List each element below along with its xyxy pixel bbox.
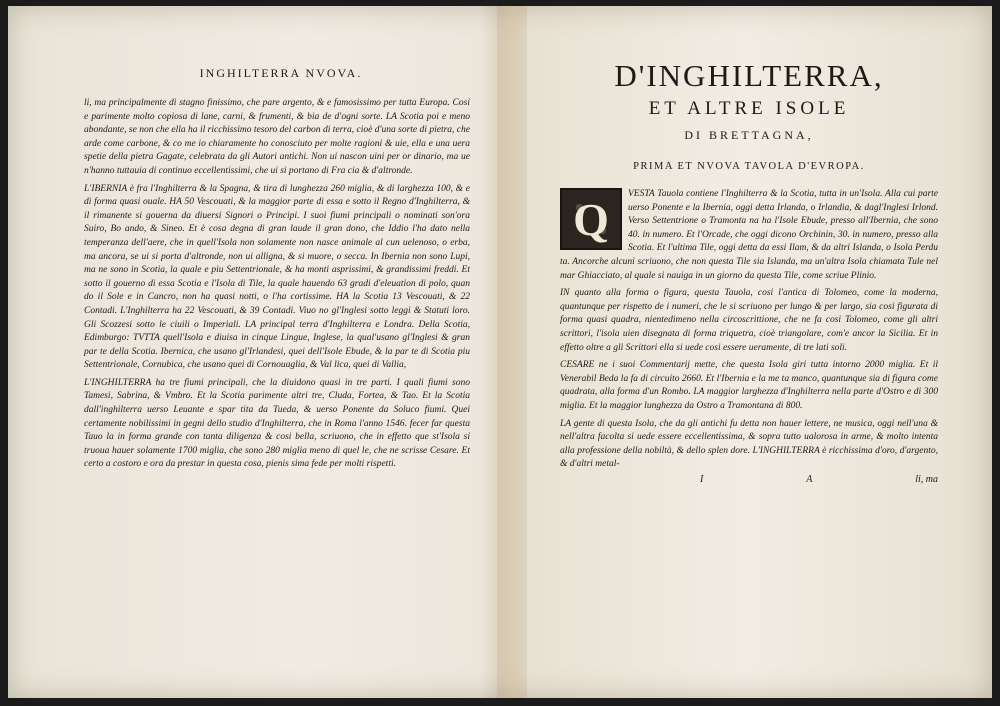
right-page bbox=[560, 56, 938, 485]
signature-mark-mid: A bbox=[806, 473, 813, 485]
paragraph-2: IN quanto alla forma o figura, questa Tauola, cosi l'antica di Tolomeo, come la moderna, quantunque per rispetto de i numeri, che le si scriuono per lungo & per largo, sia cosi figurata di forma quasi quadra, nientedimeno nella circoscrittione, che ne fa cosi Tolomeo, come gli altri scrittori, l'isola uien disegnata di forma triquetra, cioè triangolare, com'e ancor la Sicilia. Et in effetto oltre a gli Scrittori ella si uede cosi essere ueramente, di tre lati soli. bbox=[560, 288, 938, 353]
paragraph-3: L'INGHILTERRA ha tre fiumi principali, che la diuidono quasi in tre parti. I quali fiumi sono Tamesi, Sabrina, & Vmbro. Et la Scotia parimente altri tre, Cluda, Fortea, & Tao. Et la Scotia dall'inghilterra uerso Leuante e spar tita da Tueda, & uerso Ponente da Soluco fiumi. Quei certamente nobilissimi in gegni dello studio d'Inghilterra, che in Roma l'anno 1546. fecer far questa Tauo la in forma grande con tanta diligenza & cosi bella, scriuono, che in effetto que st'Isola si truoua hauer solamente 1700 miglia, che sono 280 miglia meno di quel le, che ne scrisse Cesare. Et certo a costoro e ora da prestar in questa cosa, pienis sima fede per molti rispetti. bbox=[84, 377, 470, 470]
title-sub3: PRIMA ET NVOVA TAVOLA D'EVROPA. bbox=[633, 161, 865, 172]
paragraph-3: CESARE ne i suoi Commentarij mette, che questa Isola giri tutta intorno 2000 miglia. Et il Venerabil Beda la fa di circuito 2660. Et l'Ibernia e la me ta manco, quantunque sia di figura come quadrata, alla forma d'un Rombo. LA maggior larghezza d'Inghilterra nella parte d'Ostro e di 300 miglia. Et la maggior lunghezza da Ostro a Tramontana di 800. bbox=[560, 360, 938, 411]
title-sub2: DI BRETTAGNA, bbox=[684, 128, 814, 142]
paragraph-4: LA gente di questa Isola, che da gli antichi fu detta non hauer lettere, ne musica, oggi nell'una & nell'altra facolta si uede essere eccellentissima, & sopra tutto ualorosa in arme, & molto intenta alla professione della nobiltà, & dello splen dore. L'INGHILTERRA è ricchissima d'oro, d'argento, & d'altri metal- bbox=[560, 418, 938, 470]
running-head: INGHILTERRA NVOVA. bbox=[199, 66, 363, 80]
initial-letter: Q bbox=[560, 188, 622, 250]
paragraph-1: li, ma principalmente di stagno finissimo, che pare argento, & e famosissimo per tutta Europa. Cosi e parimente molto copiosa di lane, carni, & frumenti, & bia de d'ogni sorte. LA Scotia poi e meno abondante, se non che ella ha il ricchissimo tesoro del carbon di terra, cioè d'una sorte di pietra, che arde come carbone, & co me io chiaramente ho conosciuto per molte ragioni & uie, ella e una uera spetie della pietra Gagate, celebrata da gli Autori antichi. Non ui nascon uini per or dinario, ma ue n'hanno tuttauia di continuo eccellentissimi, che ui si portano di Fra cia & d'altronde. bbox=[84, 98, 470, 176]
gutter-fold bbox=[497, 6, 527, 698]
decorated-initial bbox=[560, 188, 622, 250]
paragraph-1: VESTA Tauola contiene l'Inghilterra & la Scotia, tutta in un'Isola. Alla cui parte uerso Ponente e la Ibernia, oggi detta Irlanda, o Irlandia, & dagl'Inglesi Irlond. Verso Settentrione o Tramonta na ha l'Isole Ebude, presso all'Ibernia, che sono 40. in numero. Et l'Orcade, che oggi dicono Orchinin, 30. in numero, presso alla Scotia. Et l'ultima Tile, oggi detta da essi Ilam, & da altri Islanda, o Isola Perdu ta. Ancorche alcuni scriuono, che non questa Tile sia Islanda, ma un'altra Isola chiamata Tule nel mar Ghiacciato, al quale si nauiga in un giorno da questa Tile, come scriue Plinio. bbox=[560, 189, 938, 281]
signature-line bbox=[560, 474, 938, 485]
left-page bbox=[84, 56, 470, 476]
paragraph-2: L'IBERNIA è fra l'Inghilterra & la Spagna, & tira di lunghezza 260 miglia, & di larghezza 100, & e di forma quasi ouale. HA 50 Vescouati, & la maggior parte di essa e sotto il Regno d'Inghilterra, & il rimanente si gouerna da diuersi Signori o Principi. I suoi fiumi principali o nominati son'ora Suiro, Bo ando, & Sineo. Et è cosa degna di gran laude il gran dono, che Iddio l'ha dato nella temperanza dell'aere, che in quell'Isola non solamente non nasce animale al cun uelenoso, o erba, ma ancora, se ui si porta d'altronde, non ui alligna, & si muore, o secca. In Ibernia non sono Lupi, ma ne sono in Scotia, la quale e piu Settentrionale, & ha monti asprissimi, & grandissimi freddi. Et sotto il gouerno di essa Scotia e l'Isola di Tile, la quale hauendo 63 gradi d'eleuation di polo, quan do il Sole e in Cancro, non ha quasi notti, o l'ha cortissime. HA la Scotia 13 Vescouati, & 22 Contadi. L'Inghilterra ha 22 Vescouati, & 39 Contadi. Viuo no gl'Inglesi sotto leggi & Statuti loro. Gli Scozzesi sotto le ciuili o Imperiali. LA principal terra d'Inghilterra e Londra. Della Scotia, Edimburgo: TVTTA quell'Isola e diuisa in cinque Lingue, Inglese, la qual'usano gl'Inglesi & gran par te della Scotia. Ibernica, che usano gl'Irlandesi, quei dell'Isole Ebude, & la par te di Scotia piu Settentrionale, Cornubica, che usano quei di Cornouaglia, & Val lica, quei di Vallia, bbox=[84, 183, 470, 371]
title-main: D'INGHILTERRA, bbox=[614, 58, 884, 93]
signature-mark: I bbox=[700, 473, 704, 485]
title-sub: ET ALTRE ISOLE bbox=[648, 98, 850, 119]
catchword: li, ma bbox=[915, 473, 938, 485]
